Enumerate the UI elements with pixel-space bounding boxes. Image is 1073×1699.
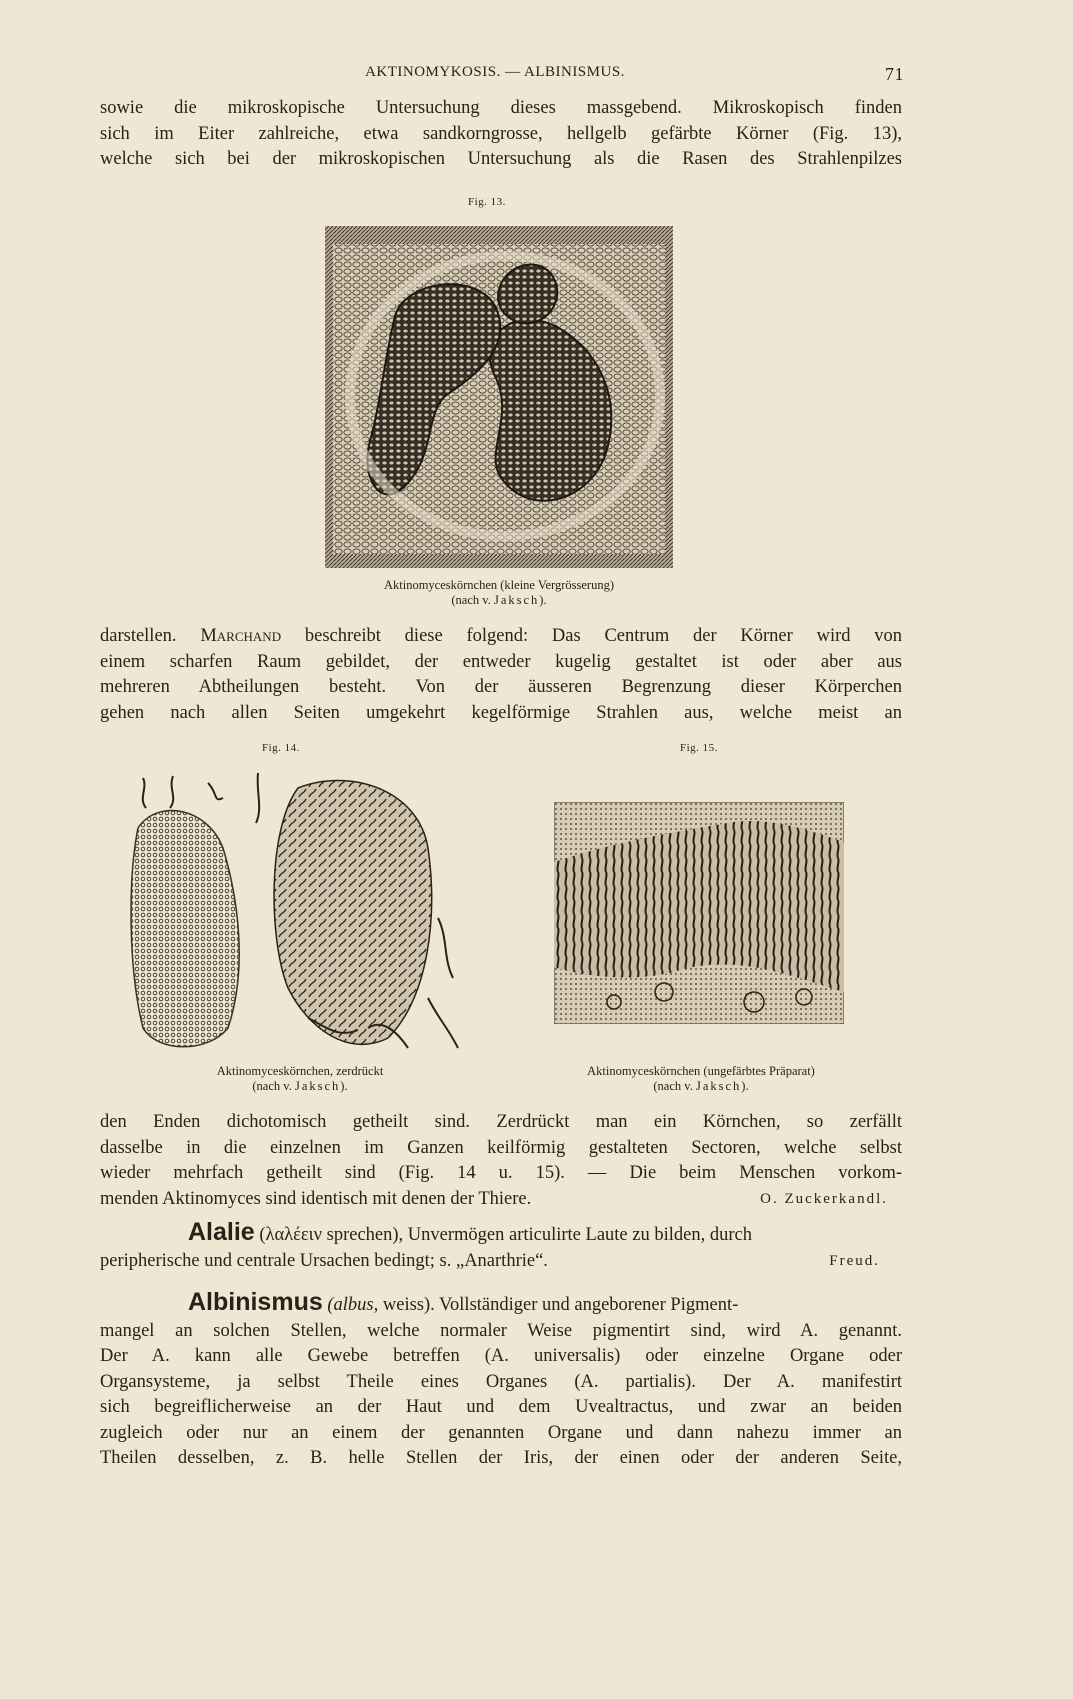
signature: Freud. <box>829 1252 880 1269</box>
fig13-caption-pre: (nach v. <box>451 593 494 607</box>
fig15-label: Fig. 15. <box>680 742 718 754</box>
entry-alalie <box>100 1220 902 1274</box>
fig15-illustration <box>554 802 844 1024</box>
text-line: den Enden dichotomisch getheilt sind. Zerdrückt man ein Körnchen, so zerfällt <box>100 1112 902 1132</box>
text-line <box>100 1290 902 1319</box>
author-name: Marchand <box>200 626 282 646</box>
fig13-caption-line2 <box>325 593 673 608</box>
fig15-caption-line1: Aktinomyceskörnchen (ungefärbtes Präparat) <box>587 1064 815 1078</box>
fig14-label: Fig. 14. <box>262 742 300 754</box>
text-line <box>100 1220 902 1249</box>
page-number: 71 <box>885 64 904 84</box>
running-header <box>0 64 990 88</box>
paragraph-sectors <box>100 1110 902 1212</box>
entry-headword: Albinismus <box>188 1288 323 1316</box>
fig13-illustration <box>325 226 673 568</box>
fig14-caption-post: ). <box>340 1079 348 1093</box>
text-line: sowie die mikroskopische Untersuchung dieses massgebend. Mikroskopisch finden <box>100 98 902 118</box>
fig14-caption-author: Jaksch <box>294 1079 341 1093</box>
header-title: AKTINOMYKOSIS. — ALBINISMUS. <box>365 64 625 80</box>
text-line: Der A. kann alle Gewebe betreffen (A. universalis) oder einzelne Organe oder <box>100 1346 902 1366</box>
text-line: einem scharfen Raum gebildet, der entweder kugelig gestaltet ist oder aber aus <box>100 651 902 672</box>
text-line <box>100 1249 902 1275</box>
fig15-caption-line2 <box>536 1079 866 1094</box>
text-line: welche sich bei der mikroskopischen Untersuchung als die Rasen des Strahlenpilzes <box>100 149 902 169</box>
fig14-left-fragment <box>131 811 239 1047</box>
paragraph-intro <box>100 96 902 173</box>
text-segment: (λαλέειν sprechen), Unvermögen articulirte Laute zu bilden, durch <box>259 1225 752 1245</box>
fig14-illustration <box>128 768 473 1056</box>
text-line: sich im Eiter zahlreiche, etwa sandkorngrosse, hellgelb gefärbte Körner (Fig. 13), <box>100 123 902 144</box>
fig14-caption-line2 <box>160 1079 440 1094</box>
text-line <box>100 1187 902 1213</box>
text-line: zugleich oder nur an einem der genannten Organe und dann nahezu immer an <box>100 1422 902 1443</box>
fig15-caption-post: ). <box>741 1079 749 1093</box>
fig14-caption-pre: (nach v. <box>252 1079 295 1093</box>
fig14-caption <box>160 1064 440 1094</box>
text-segment: darstellen. <box>100 626 177 646</box>
entry-albinismus <box>100 1290 902 1472</box>
fig13-caption <box>325 578 673 608</box>
text-line: gehen nach allen Seiten umgekehrt kegelförmige Strahlen aus, welche meist an <box>100 702 902 723</box>
fig15-caption <box>536 1064 866 1094</box>
fig14-right-colony <box>274 781 432 1045</box>
text-line: Organsysteme, ja selbst Theile eines Organes (A. partialis). Der A. manifestirt <box>100 1371 902 1392</box>
text-line: sich begreiflicherweise an der Haut und dem Uvealtractus, und zwar an beiden <box>100 1397 902 1417</box>
fig14-caption-line1: Aktinomyceskörnchen, zerdrückt <box>216 1064 384 1078</box>
etymology: (albus, <box>327 1295 379 1315</box>
fig13-caption-author: Jaksch <box>493 593 540 607</box>
fig15-caption-author: Jaksch <box>695 1079 742 1093</box>
text-line: dasselbe in die einzelnen im Ganzen keilförmig gestalteten Sectoren, welche selbst <box>100 1137 902 1158</box>
text-line: mehreren Abtheilungen besteht. Von der äusseren Begrenzung dieser Körperchen <box>100 677 902 697</box>
text-line: wieder mehrfach getheilt sind (Fig. 14 u. 15). — Die beim Menschen vorkom- <box>100 1163 902 1183</box>
text-segment: peripherische und centrale Ursachen bedingt; s. „Anarthrie“. <box>100 1250 548 1271</box>
fig15-caption-pre: (nach v. <box>653 1079 696 1093</box>
fig13-caption-post: ). <box>539 593 547 607</box>
text-segment: beschreibt diese folgend: Das Centrum der Körner wird von <box>304 626 903 646</box>
paragraph-marchand <box>100 624 902 726</box>
fig13-label: Fig. 13. <box>468 196 506 208</box>
entry-headword: Alalie <box>188 1218 255 1246</box>
text-segment: weiss). Vollständiger und angeborener Pigment- <box>382 1295 739 1315</box>
fig13-caption-line1: Aktinomyceskörnchen (kleine Vergrösserung) <box>383 578 615 592</box>
text-segment: menden Aktinomyces sind identisch mit denen der Thiere. <box>100 1188 532 1209</box>
signature: O. Zuckerkandl. <box>760 1190 888 1207</box>
text-line: mangel an solchen Stellen, welche normaler Weise pigmentirt sind, wird A. genannt. <box>100 1320 902 1341</box>
text-line: Theilen desselben, z. B. helle Stellen der Iris, der einen oder der anderen Seite, <box>100 1448 902 1468</box>
text-line <box>100 624 902 650</box>
